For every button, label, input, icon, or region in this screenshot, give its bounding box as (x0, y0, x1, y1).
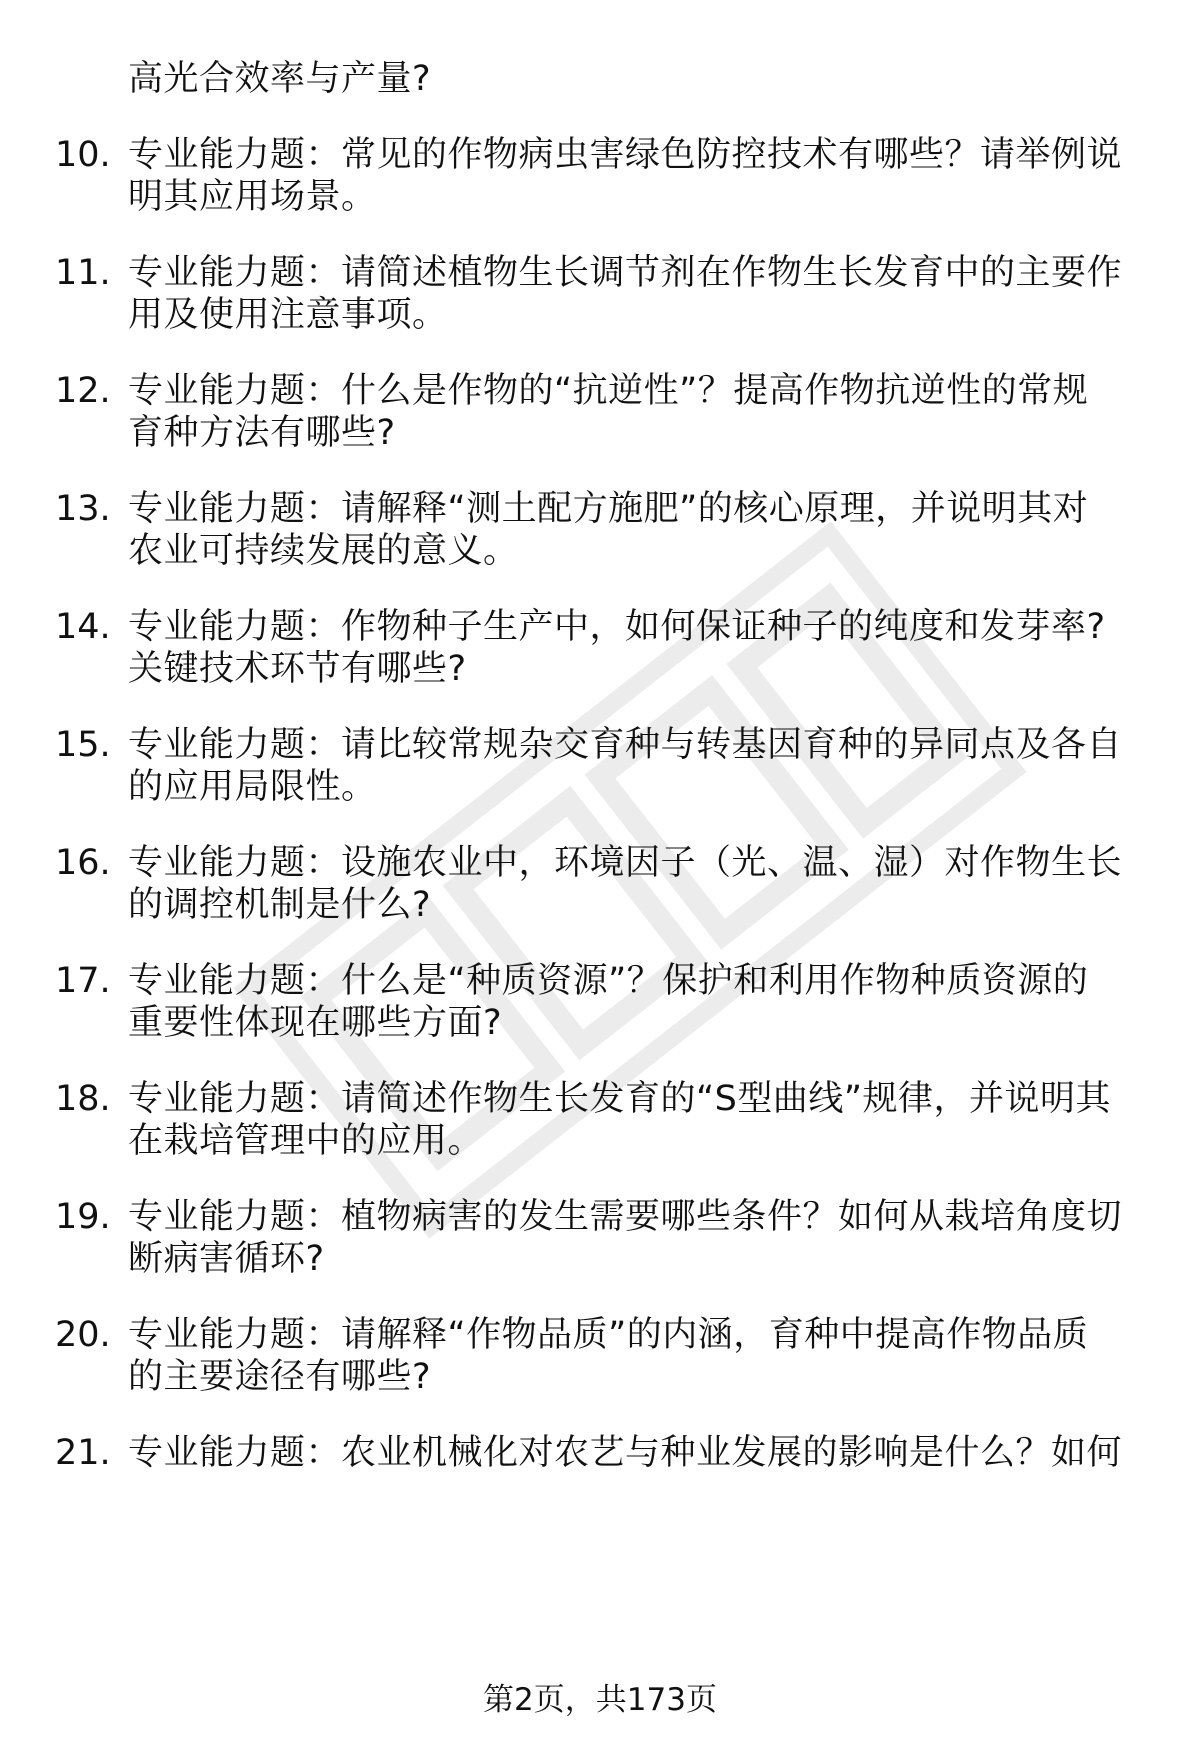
item-number: 16. (55, 843, 111, 883)
item-text-line1: 专业能力题：请简述作物生长发育的“S型曲线”规律，并说明其 (128, 1079, 1111, 1119)
item-number: 10. (55, 135, 111, 175)
item-text-line1: 专业能力题：什么是“种质资源”？保护和利用作物种质资源的 (128, 961, 1089, 1001)
item-text-line1: 专业能力题：设施农业中，环境因子（光、温、湿）对作物生长 (128, 843, 1123, 883)
item-text-line2: 关键技术环节有哪些? (128, 649, 467, 689)
item-text-line2: 断病害循环? (128, 1239, 325, 1279)
item-number: 11. (55, 253, 111, 293)
item-text-line1: 专业能力题：作物种子生产中，如何保证种子的纯度和发芽率? (128, 607, 1106, 647)
item-text-line1: 专业能力题：农业机械化对农艺与种业发展的影响是什么？如何 (128, 1433, 1123, 1473)
item-text-line2: 育种方法有哪些? (128, 413, 396, 453)
item-number: 13. (55, 489, 111, 529)
item-text-line2: 农业可持续发展的意义。 (128, 531, 519, 571)
item-number: 12. (55, 371, 111, 411)
item-text-line1: 专业能力题：请解释“作物品质”的内涵，育种中提高作物品质 (128, 1315, 1089, 1355)
page-footer: 第2页，共173页 (483, 1682, 717, 1718)
item-text-line1: 专业能力题：植物病害的发生需要哪些条件？如何从栽培角度切 (128, 1197, 1123, 1237)
item-text-line2: 的主要途径有哪些? (128, 1357, 432, 1397)
item-number: 19. (55, 1197, 111, 1237)
item-text-line2: 重要性体现在哪些方面? (128, 1003, 503, 1043)
item-text-line2: 的调控机制是什么? (128, 885, 432, 925)
item-number: 21. (55, 1433, 111, 1473)
item-text-line1: 专业能力题：请解释“测土配方施肥”的核心原理，并说明其对 (128, 489, 1089, 529)
item-number: 14. (55, 607, 111, 647)
item-text-line1: 专业能力题：常见的作物病虫害绿色防控技术有哪些？请举例说 (128, 135, 1123, 175)
intro-line: 高光合效率与产量? (128, 59, 432, 99)
item-number: 20. (55, 1315, 111, 1355)
item-text-line2: 的应用局限性。 (128, 767, 377, 807)
item-number: 15. (55, 725, 111, 765)
item-number: 18. (55, 1079, 111, 1119)
item-text-line2: 用及使用注意事项。 (128, 295, 448, 335)
item-text-line1: 专业能力题：请比较常规杂交育种与转基因育种的异同点及各自 (128, 725, 1123, 765)
item-number: 17. (55, 961, 111, 1001)
item-text-line1: 专业能力题：请简述植物生长调节剂在作物生长发育中的主要作 (128, 253, 1123, 293)
item-text-line2: 明其应用场景。 (128, 177, 377, 217)
item-text-line1: 专业能力题：什么是作物的“抗逆性”？提高作物抗逆性的常规 (128, 371, 1089, 411)
item-text-line2: 在栽培管理中的应用。 (128, 1121, 484, 1161)
